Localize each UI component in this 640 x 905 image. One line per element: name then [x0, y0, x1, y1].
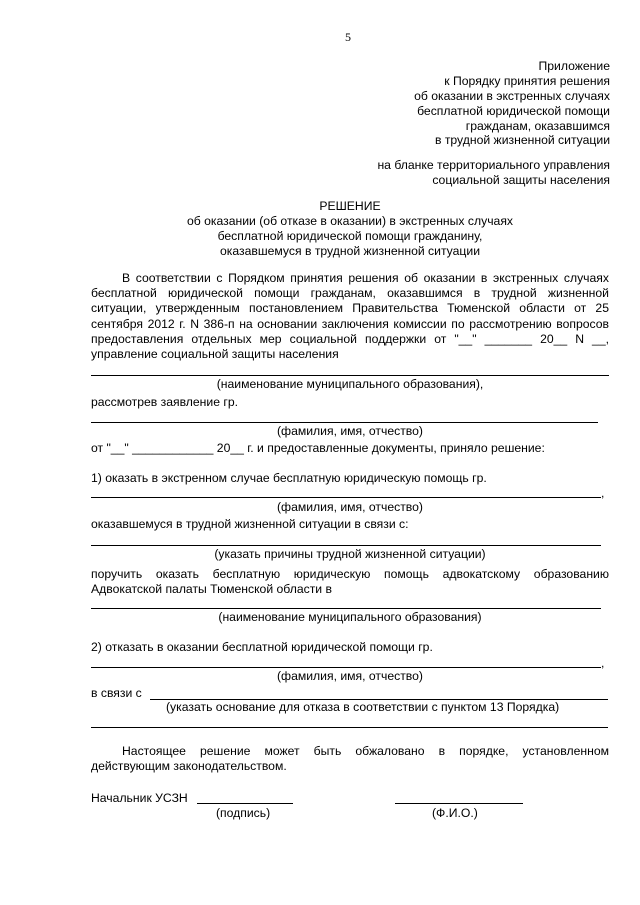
caption-municipality-2: (наименование муниципального образования)	[218, 610, 482, 624]
difficult-situation-line: оказавшемуся в трудной жизненной ситуации в связи с:	[91, 517, 409, 531]
appendix-line: в трудной жизненной ситуации	[434, 133, 610, 147]
date-line: от "__" ____________ 20__ г. и предоставленные документы, приняло решение:	[91, 441, 545, 455]
appendix-line: Приложение	[538, 59, 610, 73]
appendix-line: об оказании в экстренных случаях	[414, 89, 610, 103]
appendix-line: бесплатной юридической помощи	[417, 104, 610, 118]
item-2: 2) отказать в оказании бесплатной юридической помощи гр.	[91, 640, 433, 654]
subtitle-line: бесплатной юридической помощи гражданину,	[217, 229, 483, 243]
appendix-line: гражданам, оказавшимся	[465, 119, 610, 133]
caption-fio-signature: (Ф.И.О.)	[432, 806, 478, 820]
caption-fio-2: (фамилия, имя, отчество)	[277, 500, 423, 514]
caption-reasons: (указать причины трудной жизненной ситуации)	[214, 547, 486, 561]
caption-signature: (подпись)	[216, 806, 271, 820]
blank-line-extra	[91, 727, 608, 728]
blank-line-fio-1	[91, 422, 598, 423]
caption-fio-1: (фамилия, имя, отчество)	[277, 424, 423, 438]
blank-line-fio-3	[91, 667, 601, 668]
item-1-comma: ,	[601, 486, 605, 500]
blank-line-reasons	[91, 545, 601, 546]
appeal-paragraph: Настоящее решение может быть обжаловано в порядке, установленном действующим законодательством.	[91, 744, 609, 774]
blank-line-fio-2	[91, 497, 601, 498]
subtitle-line: оказавшемуся в трудной жизненной ситуации	[220, 244, 480, 258]
document-title: РЕШЕНИЕ	[319, 199, 381, 213]
appendix-line: к Порядку принятия решения	[444, 74, 610, 88]
letterhead-line: на бланке территориального управления	[377, 158, 610, 172]
blank-line-municipality	[91, 375, 609, 376]
instruct-paragraph: поручить оказать бесплатную юридическую помощь адвокатскому образованию Адвокатской палаты Тюменской области в	[91, 567, 609, 597]
caption-fio-3: (фамилия, имя, отчество)	[277, 669, 423, 683]
subtitle-line: об оказании (об отказе в оказании) в экстренных случаях	[186, 214, 514, 228]
page-number: 5	[345, 30, 351, 44]
item-1: 1) оказать в экстренном случае бесплатную юридическую помощь гр.	[91, 471, 487, 485]
caption-refusal-basis: (указать основание для отказа в соответствии с пунктом 13 Порядка)	[166, 700, 560, 714]
letterhead-line: социальной защиты населения	[432, 173, 610, 187]
in-connection-with: в связи с	[91, 686, 142, 700]
blank-line-municipality-2	[91, 608, 601, 609]
caption-municipality: (наименование муниципального образования),	[216, 377, 484, 391]
intro-paragraph: В соответствии с Порядком принятия решения об оказании в экстренных случаях бесплатной юридической помощи гражданам, оказавшимся в трудной жизненной ситуации, утвержденным постановлением Правительства Тюменской области от 25 сентября 2012 г. N 386-п на основании заключения комиссии по рассмотрению вопросов предоставления отдельных мер социальной поддержки от "__" _______ 20__ N __, управление социальной защиты населения	[91, 271, 609, 362]
signature-blank	[197, 803, 293, 804]
considered-application: рассмотрев заявление гр.	[91, 395, 238, 409]
fio-blank	[395, 803, 523, 804]
item-2-comma: ,	[601, 656, 605, 670]
signature-position: Начальник УСЗН	[91, 791, 188, 805]
